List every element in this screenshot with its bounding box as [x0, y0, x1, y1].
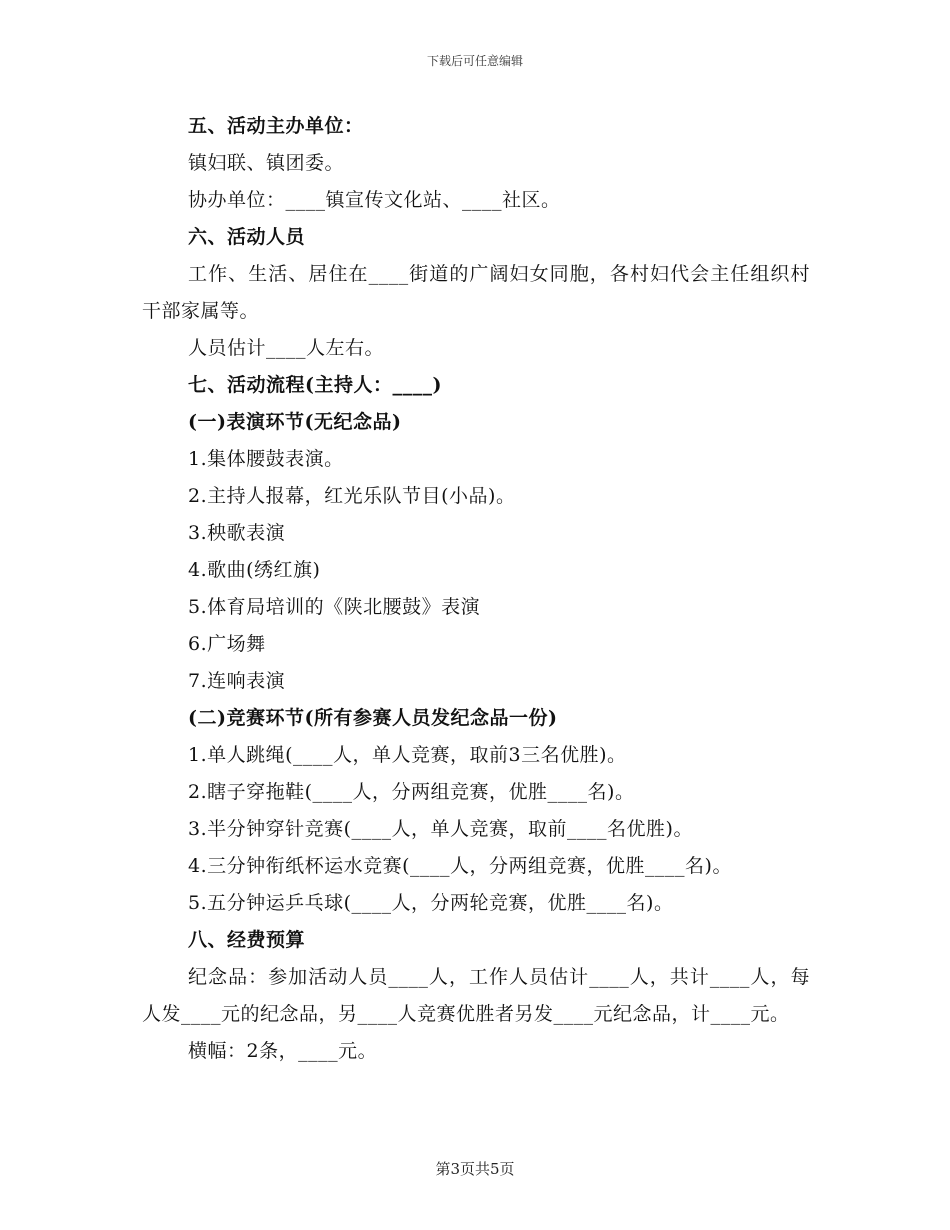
list-item: 7.连响表演	[188, 670, 286, 692]
subsection-heading: (二)竞赛环节(所有参赛人员发纪念品一份)	[188, 707, 558, 729]
paragraph: 工作、生活、居住在____街道的广阔妇女同胞，各村妇代会主任组织村干部家属等。	[142, 263, 810, 322]
list-item: 6.广场舞	[188, 633, 266, 655]
paragraph: 协办单位：____镇宣传文化站、____社区。	[188, 189, 561, 211]
list-item: 1.集体腰鼓表演。	[188, 448, 344, 470]
paragraph: 镇妇联、镇团委。	[188, 152, 345, 174]
page-header-note: 下载后可任意编辑	[426, 54, 523, 68]
list-item: 3.秧歌表演	[188, 522, 286, 544]
paragraph: 人员估计____人左右。	[188, 337, 385, 359]
page-number: 第3页共5页	[435, 1160, 515, 1178]
list-item: 2.瞎子穿拖鞋(____人，分两组竞赛，优胜____名)。	[188, 781, 635, 803]
document-body	[142, 108, 810, 1070]
section-heading: 七、活动流程(主持人：____)	[188, 374, 442, 396]
list-item: 5.体育局培训的《陕北腰鼓》表演	[188, 596, 481, 618]
list-item: 4.三分钟衔纸杯运水竞赛(____人，分两组竞赛，优胜____名)。	[188, 855, 732, 877]
list-item: 2.主持人报幕，红光乐队节目(小品)。	[188, 485, 516, 507]
paragraph: 纪念品：参加活动人员____人，工作人员估计____人，共计____人，每人发____元的纪念品，另____人竞赛优胜者另发____元纪念品，计____元。	[142, 966, 810, 1025]
section-heading: 八、经费预算	[188, 929, 306, 951]
subsection-heading: (一)表演环节(无纪念品)	[188, 411, 402, 433]
list-item: 1.单人跳绳(____人，单人竞赛，取前3三名优胜)。	[188, 744, 627, 766]
paragraph: 横幅：2条，____元。	[188, 1040, 378, 1062]
list-item: 3.半分钟穿针竞赛(____人，单人竞赛，取前____名优胜)。	[188, 818, 693, 840]
section-heading: 五、活动主办单位：	[188, 115, 364, 137]
section-heading: 六、活动人员	[188, 226, 306, 248]
list-item: 4.歌曲(绣红旗)	[188, 559, 321, 581]
list-item: 5.五分钟运乒乓球(____人，分两轮竞赛，优胜____名)。	[188, 892, 674, 914]
